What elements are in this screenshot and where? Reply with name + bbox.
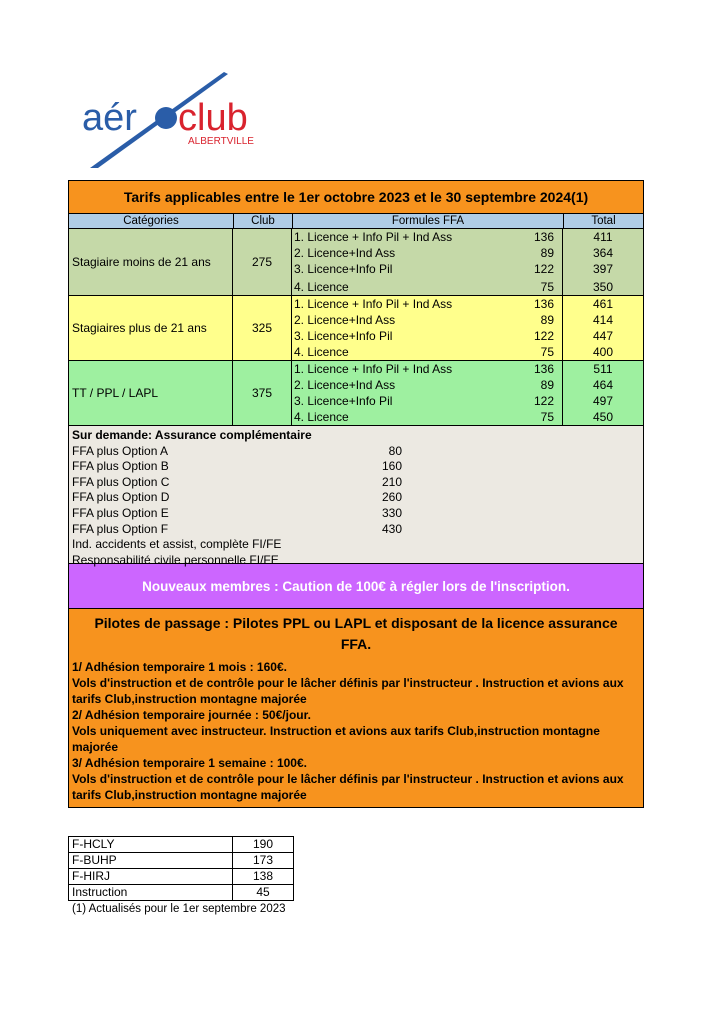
totals-list (563, 361, 643, 425)
formule-label: 1. Licence + Info Pil + Ind Ass (294, 362, 453, 376)
formule-label: 4. Licence (294, 345, 349, 359)
total-value: 450 (592, 410, 614, 424)
formule-price: 136 (533, 297, 554, 311)
assurance-label: FFA plus Option D (72, 490, 170, 505)
assurance-section (69, 426, 643, 567)
formule-price: 122 (533, 262, 554, 276)
logo-text-aer: aér (82, 97, 137, 139)
aircraft-row (69, 885, 293, 900)
footnote: (1) Actualisés pour le 1er septembre 2023 (72, 903, 286, 915)
category-label: TT / PPL / LAPL (69, 361, 233, 425)
formule-price: 136 (533, 362, 554, 376)
header-total: Total (591, 215, 616, 227)
assurance-value (292, 537, 402, 553)
aircraft-name: F-HIRJ (69, 869, 233, 884)
passage-paragraph: 2/ Adhésion temporaire journée : 50€/jour. (72, 708, 311, 722)
logo-text-club: club (178, 97, 248, 139)
total-value: 464 (592, 378, 614, 392)
total-value: 350 (592, 280, 614, 294)
formule-row (292, 296, 562, 312)
assurance-label: FFA plus Option C (72, 474, 170, 489)
header-formules: Formules FFA (293, 214, 564, 228)
assurance-row (72, 475, 643, 491)
passage-title: Pilotes de passage : Pilotes PPL ou LAPL et disposant de la licence assurance FFA. (94, 615, 618, 652)
total-value: 414 (592, 313, 614, 327)
pilotes-passage-section (69, 609, 643, 807)
formule-price: 122 (533, 329, 554, 343)
formule-row (292, 361, 562, 377)
assurance-label: Responsabilité civile personnelle FI/FE (72, 552, 279, 567)
group-stagiaire-moins-21 (69, 229, 643, 296)
total-value: 400 (592, 345, 614, 359)
club-price: 275 (233, 229, 292, 295)
assurance-value: 210 (381, 474, 402, 489)
formule-row (292, 245, 562, 261)
formule-label: 2. Licence+Ind Ass (294, 378, 396, 392)
header-categories: Catégories (69, 214, 234, 228)
formules-list (292, 361, 563, 425)
aircraft-row (69, 869, 293, 885)
formule-price: 75 (540, 345, 554, 359)
totals-list (563, 296, 643, 360)
category-label: Stagiaire moins de 21 ans (69, 229, 233, 295)
formules-list (292, 229, 563, 295)
total-value: 397 (592, 262, 614, 276)
total-value: 447 (592, 329, 614, 343)
assurance-value: 430 (381, 521, 402, 536)
aircraft-name: Instruction (69, 885, 233, 900)
assurance-label: Ind. accidents et assist, complète FI/FE (72, 537, 282, 552)
formule-row (292, 229, 562, 245)
formule-price: 89 (540, 378, 554, 392)
formule-row (292, 261, 562, 277)
passage-paragraph: Vols uniquement avec instructeur. Instruction et avions aux tarifs Club,instruction montagne majorée (72, 724, 600, 754)
formule-price: 75 (540, 280, 554, 294)
formule-price: 122 (533, 394, 554, 408)
group-tt-ppl-lapl (69, 361, 643, 426)
aeroclub-logo (78, 68, 258, 172)
logo-subtitle: ALBERTVILLE (188, 136, 254, 147)
formule-row (292, 377, 562, 393)
total-value: 364 (592, 246, 614, 260)
table-header (69, 214, 643, 229)
formule-label: 2. Licence+Ind Ass (294, 246, 396, 260)
category-label: Stagiaires plus de 21 ans (69, 296, 233, 360)
total-value: 497 (592, 394, 614, 408)
formule-label: 3. Licence+Info Pil (294, 329, 393, 343)
formule-row (292, 393, 562, 409)
assurance-value: 330 (381, 505, 402, 520)
aircraft-price: 138 (252, 869, 274, 883)
nouveaux-membres-banner: Nouveaux membres : Caution de 100€ à régler lors de l'inscription. (69, 564, 643, 609)
assurance-label: FFA plus Option E (72, 505, 169, 520)
formule-label: 1. Licence + Info Pil + Ind Ass (294, 230, 453, 244)
formule-price: 89 (540, 313, 554, 327)
assurance-value: 80 (388, 443, 402, 458)
formule-label: 3. Licence+Info Pil (294, 262, 393, 276)
formule-label: 1. Licence + Info Pil + Ind Ass (294, 297, 453, 311)
aircraft-price: 173 (252, 853, 274, 867)
formule-row (292, 312, 562, 328)
total-value: 511 (593, 362, 613, 376)
club-price: 325 (233, 296, 292, 360)
formule-price: 75 (540, 410, 554, 424)
formule-price: 89 (540, 246, 554, 260)
passage-paragraph: Vols d'instruction et de contrôle pour le lâcher définis par l'instructeur . Instruction et avions aux tarifs Club,instruction montagne majorée (72, 676, 624, 706)
passage-paragraph: Vols d'instruction et de contrôle pour le lâcher définis par l'instructeur . Instruction et avions aux tarifs Club,instruction montagne majorée (72, 772, 624, 802)
club-price: 375 (233, 361, 292, 425)
assurance-label: FFA plus Option B (72, 459, 169, 474)
assurance-row (72, 537, 643, 553)
assurance-label: FFA plus Option A (72, 443, 169, 458)
assurance-value (292, 553, 402, 569)
assurance-row (72, 444, 643, 460)
formule-row (292, 328, 562, 344)
total-value: 411 (593, 230, 613, 244)
formule-label: 4. Licence (294, 410, 349, 424)
formule-label: 4. Licence (294, 280, 349, 294)
total-value: 461 (592, 297, 614, 311)
assurance-label: FFA plus Option F (72, 521, 169, 536)
passage-paragraph: 3/ Adhésion temporaire 1 semaine : 100€. (72, 756, 307, 770)
formules-list (292, 296, 563, 360)
formule-label: 3. Licence+Info Pil (294, 394, 393, 408)
aircraft-name: F-BUHP (69, 853, 233, 868)
formule-row (292, 409, 562, 425)
tariff-title: Tarifs applicables entre le 1er octobre 2023 et le 30 septembre 2024(1) (69, 181, 643, 214)
formule-row (292, 344, 562, 360)
assurance-heading: Sur demande: Assurance complémentaire (72, 428, 312, 442)
aircraft-table (68, 836, 294, 901)
passage-paragraph: 1/ Adhésion temporaire 1 mois : 160€. (72, 660, 287, 674)
assurance-row (72, 490, 643, 506)
formule-row (292, 277, 562, 295)
assurance-row (72, 522, 643, 538)
aircraft-row (69, 837, 293, 853)
header-club: Club (234, 214, 293, 228)
assurance-row (72, 459, 643, 475)
assurance-value: 260 (381, 490, 402, 505)
totals-list (563, 229, 643, 295)
assurance-row (72, 506, 643, 522)
aircraft-price: 45 (256, 885, 270, 899)
assurance-value: 160 (381, 459, 402, 474)
tariff-table (68, 180, 644, 808)
aircraft-row (69, 853, 293, 869)
aircraft-name: F-HCLY (69, 837, 233, 852)
formule-label: 2. Licence+Ind Ass (294, 313, 396, 327)
aircraft-price: 190 (252, 837, 274, 851)
group-stagiaires-plus-21 (69, 296, 643, 361)
formule-price: 136 (533, 230, 554, 244)
